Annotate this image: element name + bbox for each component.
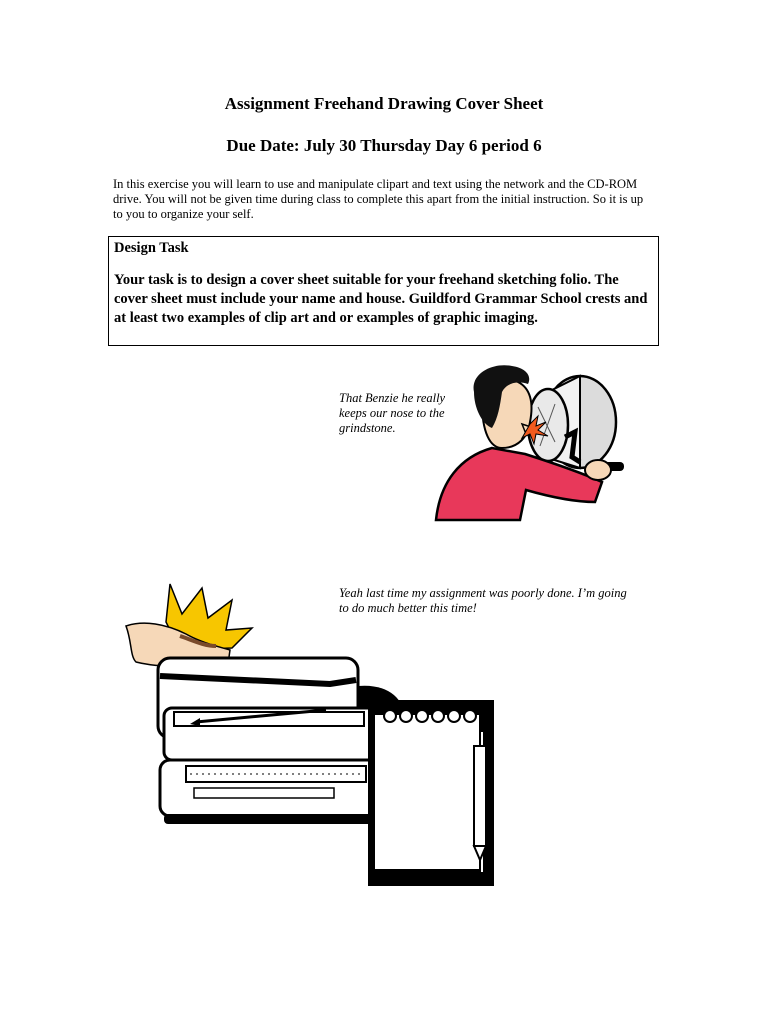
pencil-case-icon (158, 658, 402, 824)
intro-paragraph: In this exercise you will learn to use and manipulate clipart and text using the network and the CD-ROM drive. You will not be given time during class to complete this apart from the initial instruction. So it is up to you to organize your self. (113, 177, 644, 221)
grindstone-clipart (430, 362, 635, 524)
notepad-icon (368, 700, 494, 886)
caption-grindstone: That Benzie he really keeps our nose to the grindstone. (339, 391, 446, 435)
design-task-body: Your task is to design a cover sheet suitable for your freehand sketching folio. The cover sheet must include your name and house. Guildford Grammar School crests and at least two examples of clip art and or examples of graphic imaging. (114, 272, 648, 326)
caption-assignment: Yeah last time my assignment was poorly done. I’m going to do much better this time! (339, 586, 627, 615)
design-task-heading: Design Task (114, 240, 189, 256)
document-title: Assignment Freehand Drawing Cover Sheet (224, 94, 544, 113)
assignment-clipart (120, 576, 510, 888)
design-task-box (108, 236, 659, 346)
due-date: Due Date: July 30 Thursday Day 6 period 6 (226, 136, 542, 155)
